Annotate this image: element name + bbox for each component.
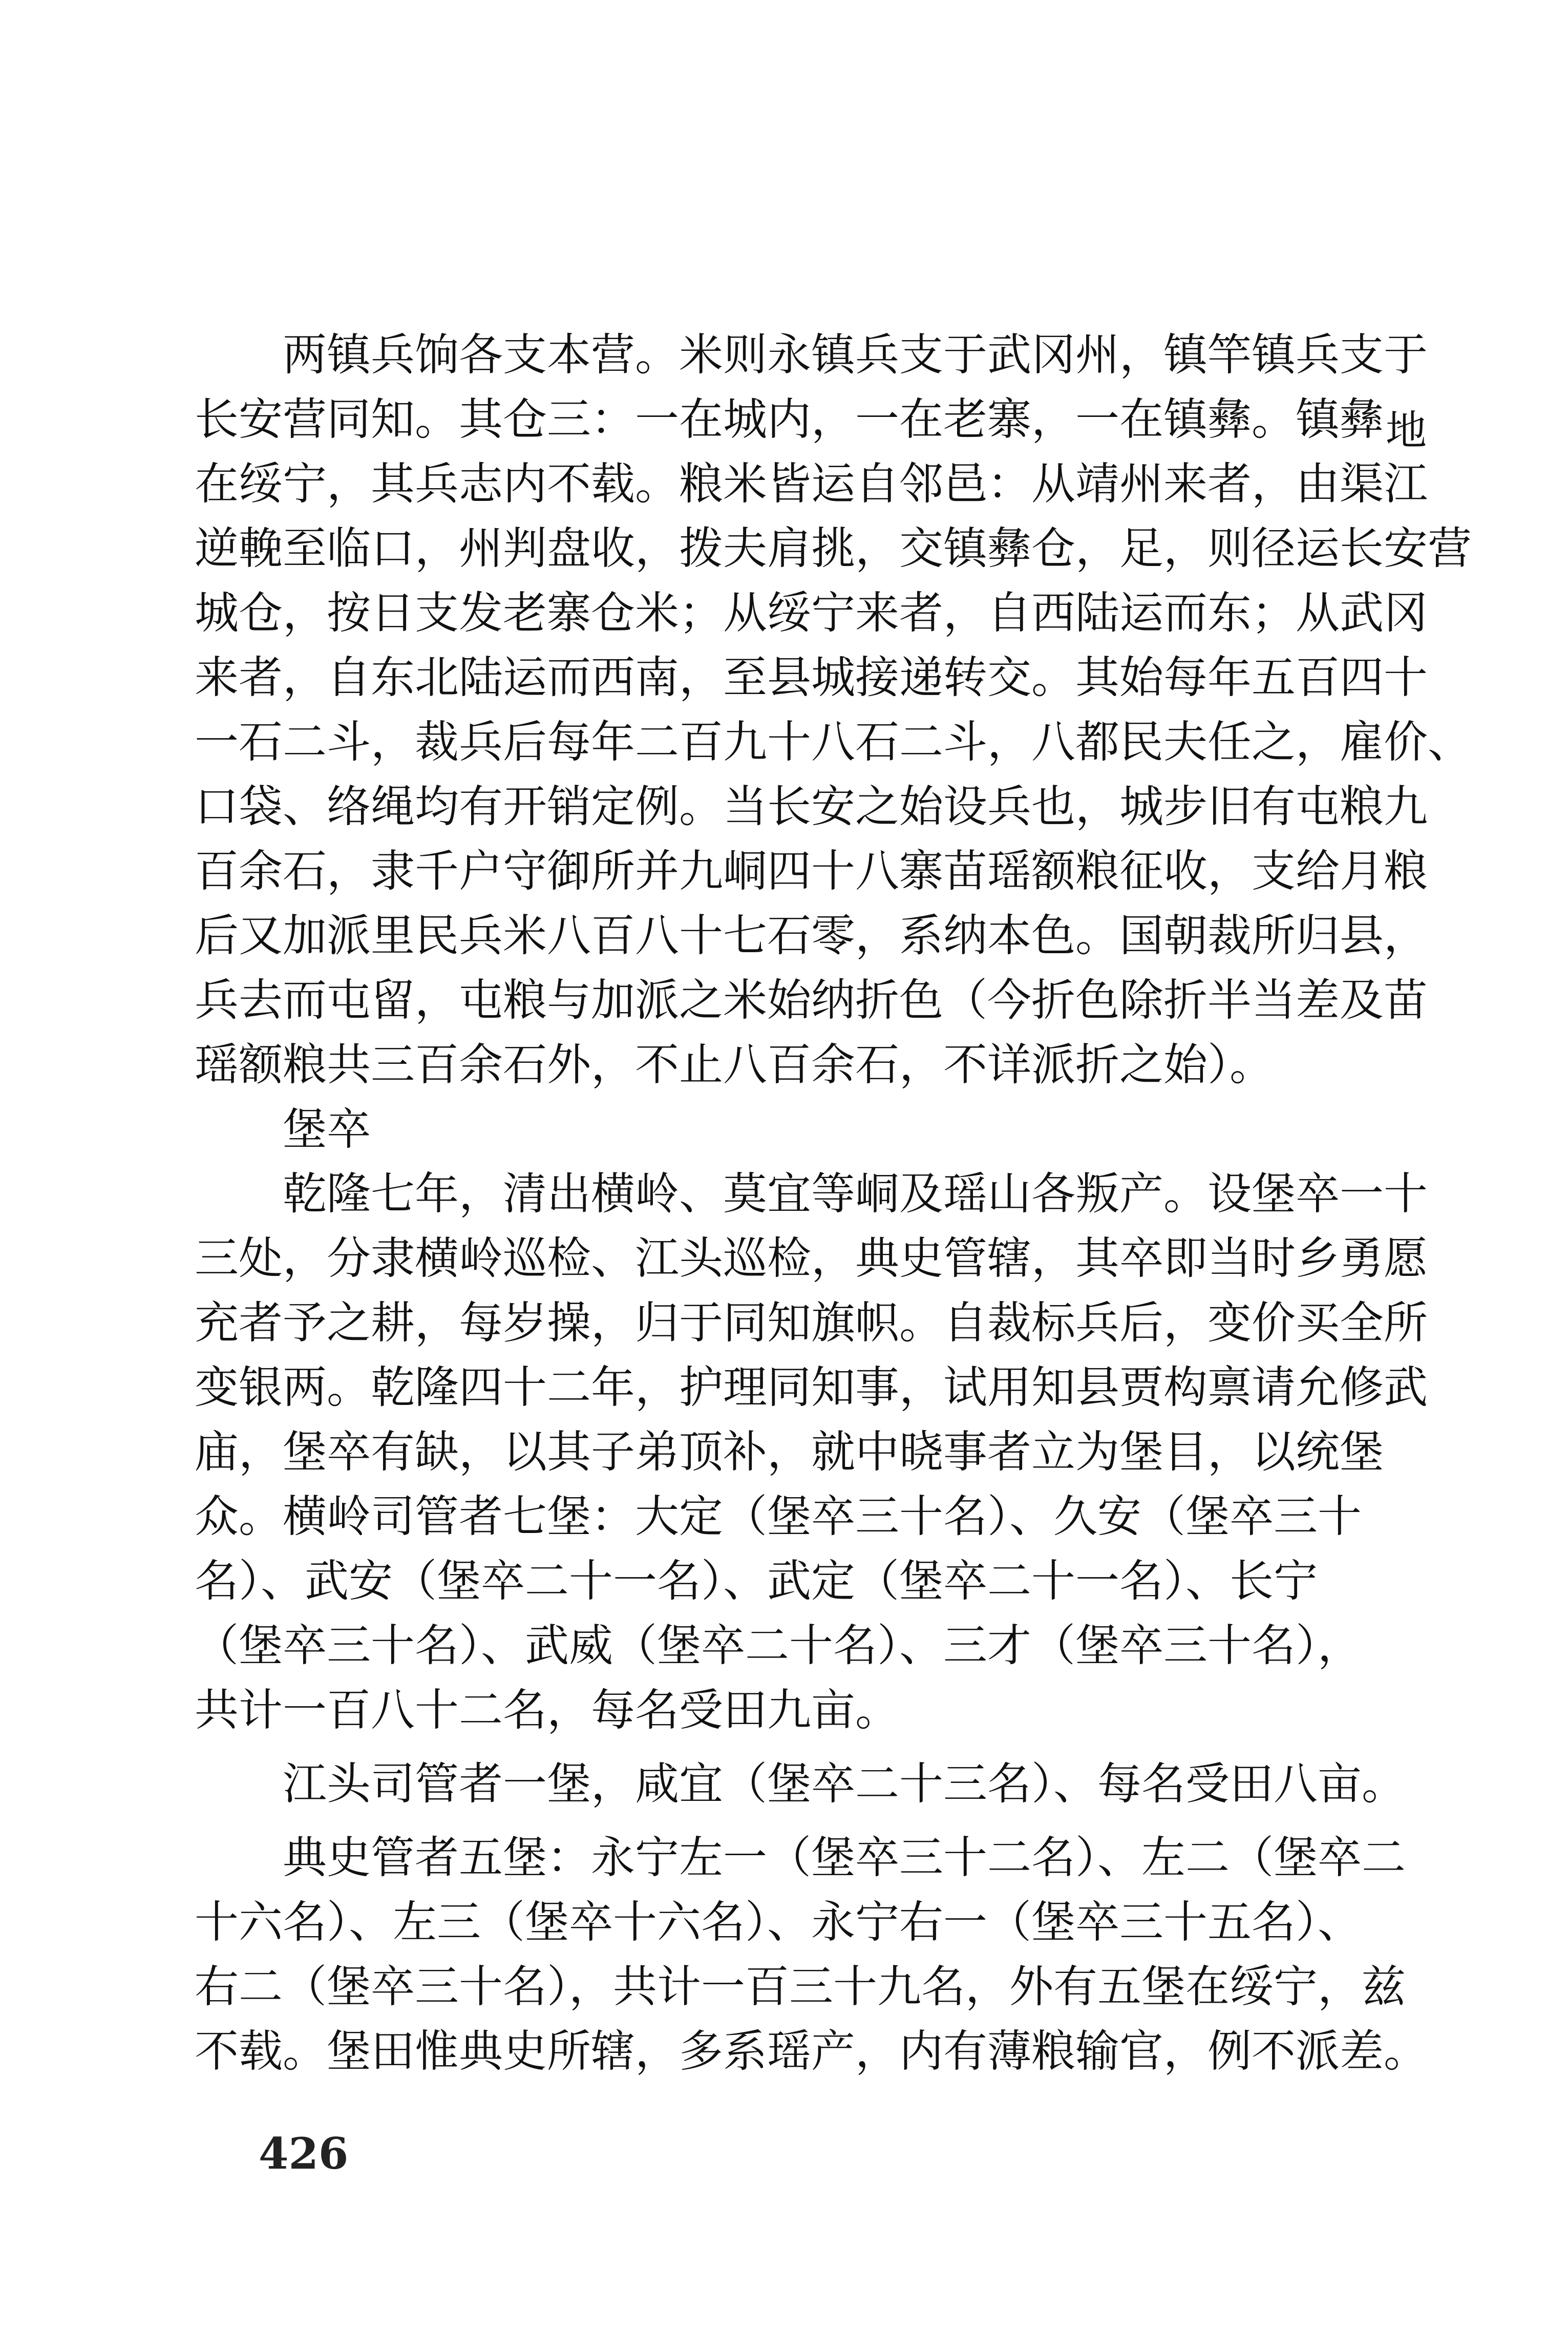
line-text: 后又加派里民兵米八百八十七石零，系纳本色。国朝裁所归县， xyxy=(195,910,1428,961)
text-line xyxy=(195,1226,1428,1291)
text-line xyxy=(195,839,1428,904)
text-line xyxy=(195,645,1428,710)
heading-text: 堡卒 xyxy=(283,1104,371,1155)
line-text: 口袋、络绳均有开销定例。当长安之始设兵也，城步旧有屯粮九 xyxy=(195,781,1428,832)
line-text: 长安营同知。其仓三：一在城内，一在老寨，一在镇彝。镇彝 xyxy=(195,394,1384,445)
line-text: 充者予之耕，每岁操，归于同知旗帜。自裁标兵后，变价买全所 xyxy=(195,1297,1428,1349)
line-text: 百余石，隶千户守御所并九峒四十八寨苗瑶额粮征收，支给月粮 xyxy=(195,846,1428,897)
text-line xyxy=(195,1291,1428,1355)
line-text: 右二（堡卒三十名），共计一百三十九名，外有五堡在绥宁，兹 xyxy=(195,1961,1406,2012)
line-text: 变银两。乾隆四十二年，护理同知事，试用知县贾构禀请允修武 xyxy=(195,1362,1428,1413)
marginal-character: 地 xyxy=(1386,407,1427,454)
line-text: 不载。堡田惟典史所辖，多系瑶产，内有薄粮输官，例不派差。 xyxy=(195,2026,1428,2077)
text-line xyxy=(195,2019,1428,2084)
line-text: 十六名）、左三（堡卒十六名）、永宁右一（堡卒三十五名）、 xyxy=(195,1897,1362,1948)
section-heading xyxy=(195,1097,1413,1162)
line-text: 乾隆七年，清出横岭、莫宜等峒及瑶山各叛产。设堡卒一十 xyxy=(283,1168,1428,1220)
text-line xyxy=(195,1825,1413,1890)
line-text: （堡卒三十名）、武威（堡卒二十名）、三才（堡卒三十名）， xyxy=(195,1620,1362,1671)
text-line xyxy=(195,1549,1413,1613)
line-text: 逆輓至临口，州判盘收，拨夫肩挑，交镇彝仓，足，则径运长安营 xyxy=(195,523,1472,574)
line-text: 江头司管者一堡，咸宜（堡卒二十三名）、每名受田八亩。 xyxy=(283,1758,1406,1810)
line-text: 名）、武安（堡卒二十一名）、武定（堡卒二十一名）、长宁 xyxy=(195,1556,1318,1607)
line-text: 共计一百八十二名，每名受田九亩。 xyxy=(195,1685,899,1736)
text-line xyxy=(195,904,1428,968)
line-text: 在绥宁，其兵志内不载。粮米皆运自邻邑：从靖州来者，由渠江 xyxy=(195,458,1428,510)
text-line xyxy=(195,516,1472,581)
line-text: 两镇兵饷各支本营。米则永镇兵支于武冈州，镇竿镇兵支于 xyxy=(283,329,1428,381)
text-line xyxy=(195,1678,1413,1742)
text-line xyxy=(195,1955,1413,2019)
line-text: 城仓，按日支发老寨仓米；从绥宁来者，自西陆运而东；从武冈 xyxy=(195,587,1428,639)
text-line xyxy=(195,1355,1428,1420)
line-text: 瑶额粮共三百余石外，不止八百余石，不详派折之始）。 xyxy=(195,1039,1274,1090)
text-line xyxy=(195,710,1472,774)
text-line xyxy=(195,323,1428,387)
text-line xyxy=(195,968,1428,1033)
line-text: 三处，分隶横岭巡检、江头巡检，典史管辖，其卒即当时乡勇愿 xyxy=(195,1233,1428,1284)
text-line xyxy=(195,452,1428,516)
text-line xyxy=(195,1484,1413,1549)
line-text: 一石二斗，裁兵后每年二百九十八石二斗，八都民夫任之，雇价、 xyxy=(195,717,1472,768)
page-number: 426 xyxy=(259,2128,349,2179)
body-text xyxy=(195,323,1472,2084)
text-line xyxy=(195,1752,1413,1816)
line-text: 庙，堡卒有缺，以其子弟顶补，就中晓事者立为堡目，以统堡 xyxy=(195,1426,1384,1478)
text-line xyxy=(195,1162,1428,1226)
line-text: 来者，自东北陆运而西南，至县城接递转交。其始每年五百四十 xyxy=(195,652,1428,703)
text-line xyxy=(195,1033,1413,1097)
text-line xyxy=(195,1613,1413,1678)
line-text: 众。横岭司管者七堡：大定（堡卒三十名）、久安（堡卒三十 xyxy=(195,1491,1362,1542)
text-line xyxy=(195,1890,1413,1955)
text-line xyxy=(195,387,1427,454)
line-text: 典史管者五堡：永宁左一（堡卒三十二名）、左二（堡卒二 xyxy=(283,1832,1406,1883)
line-text: 兵去而屯留，屯粮与加派之米始纳折色（今折色除折半当差及苗 xyxy=(195,975,1428,1026)
text-line xyxy=(195,774,1428,839)
text-line xyxy=(195,581,1428,645)
text-line xyxy=(195,1420,1413,1484)
